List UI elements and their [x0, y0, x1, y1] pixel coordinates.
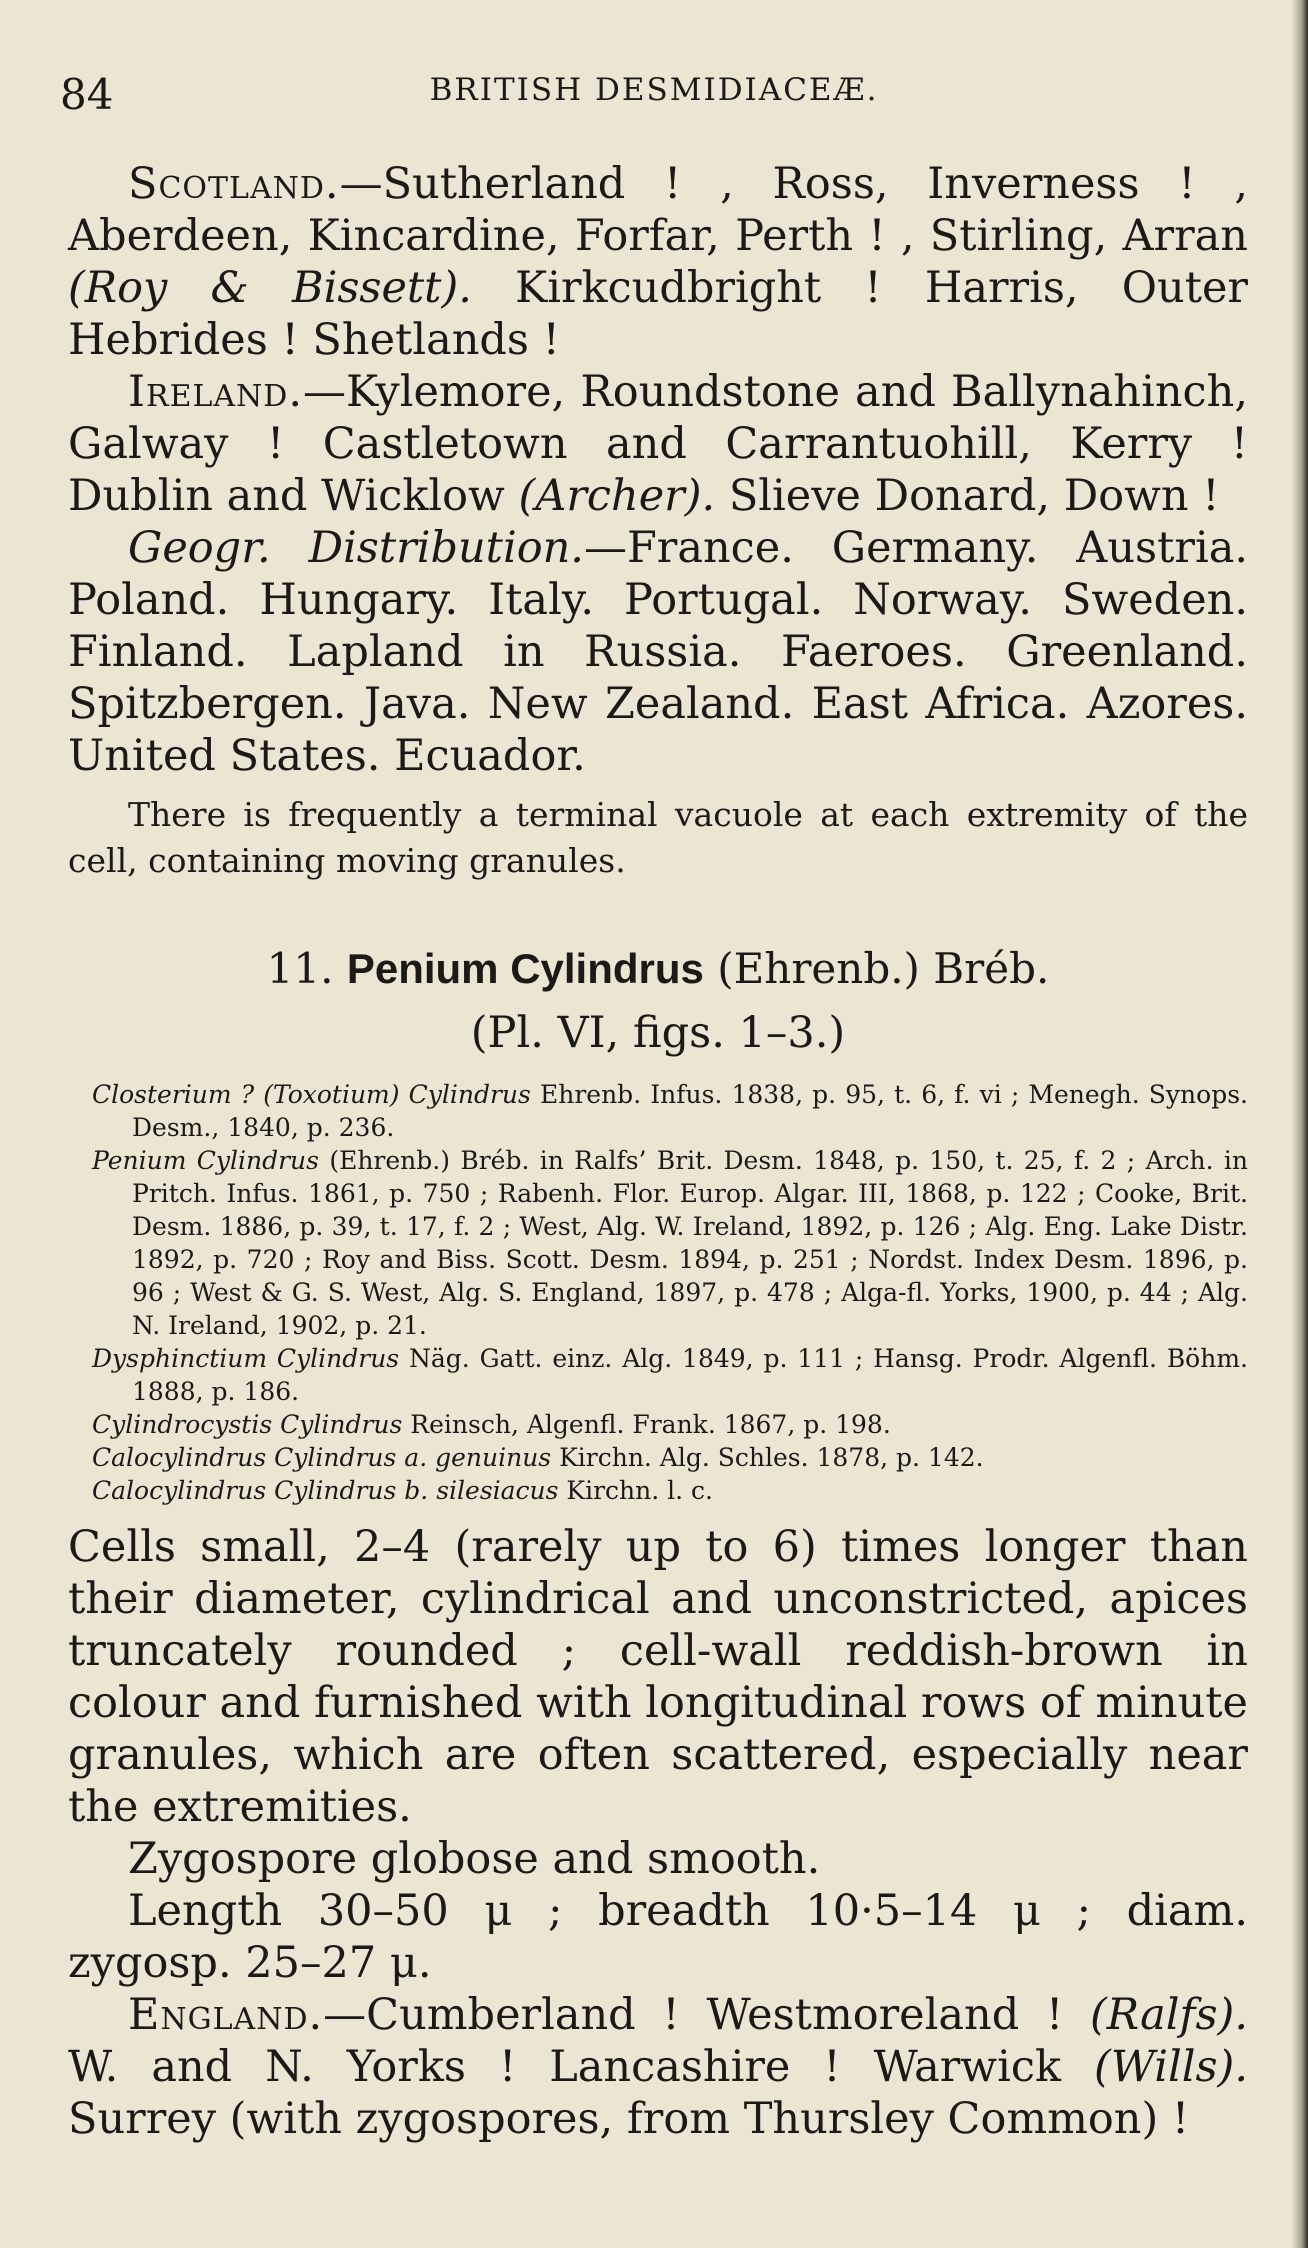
synonym-name: Calocylindrus Cylindrus a. genuinus [92, 1443, 552, 1472]
page-header [60, 62, 1248, 122]
species-authority: (Ehrenb.) Bréb. [703, 944, 1050, 993]
synonym-name: Dysphinctium Cylindrus [92, 1344, 400, 1373]
synonym-citation: (Ehrenb.) Bréb. in Ralfs’ Brit. Desm. 1848, p. 150, t. 25, f. 2 ; Arch. in Pritch. Infus. 1861, p. 750 ; Rabenh. Flor. Europ. Algar. III, 1868, p. 122 ; Cooke, Brit. Desm. 1886, p. 39, t. 17, f. 2 ; West, Alg. W. Ireland, 1892, p. 126 ; Alg. Eng. Lake Distr. 1892, p. 720 ; Roy and Biss. Scott. Desm. 1894, p. 251 ; Nordst. Index Desm. 1896, p. 96 ; West & G. S. West, Alg. S. England, 1897, p. 478 ; Alga-fl. Yorks, 1900, p. 44 ; Alg. N. Ireland, 1902, p. 21. [132, 1146, 1249, 1340]
synonym-entry [68, 1408, 1248, 1441]
scotland-text-1: —Sutherland ! , Ross, Inverness ! , Aberdeen, Kincardine, Forfar, Perth ! , Stirling, Arran [68, 159, 1248, 261]
ireland-label: Ireland. [128, 367, 304, 417]
plate-reference: (Pl. VI, figs. 1–3.) [470, 1008, 846, 1058]
scotland-label: Scotland. [128, 159, 340, 209]
scotland-paragraph [68, 158, 1248, 366]
species-heading [68, 942, 1248, 996]
synonym-citation: Reinsch, Algenfl. Frank. 1867, p. 198. [402, 1410, 891, 1439]
england-authority-1: (Ralfs). [1090, 1990, 1248, 2040]
synonym-entry [68, 1144, 1248, 1342]
england-text-3: Surrey (with zygospores, from Thursley Common) ! [68, 2094, 1190, 2144]
england-text-1: —Cumberland ! Westmoreland ! [323, 1990, 1091, 2040]
zygospore-description: Zygospore globose and smooth. [128, 1834, 821, 1884]
england-text-2: W. and N. Yorks ! Lancashire ! Warwick [68, 2042, 1094, 2092]
synonym-citation: Ehrenb. Infus. 1838, p. 95, t. 6, f. vi ; Menegh. Synops. Desm., 1840, p. 236. [132, 1080, 1248, 1142]
running-title: BRITISH DESMIDIACEÆ. [429, 72, 879, 108]
page-body [68, 158, 1248, 2145]
ireland-paragraph [68, 366, 1248, 522]
synonym-citation: Kirchn. l. c. [558, 1476, 713, 1505]
geographic-distribution-paragraph [68, 522, 1248, 782]
cell-description: Cells small, 2–4 (rarely up to 6) times longer than their diameter, cylindrical and unconstricted, apices truncately rounded ; cell-wall reddish-brown in colour and furnished with longitudinal rows of minute granules, which are often scattered, especially near the extremities. [68, 1522, 1248, 1832]
measurements: Length 30–50 μ ; breadth 10·5–14 μ ; diam. zygosp. 25–27 μ. [68, 1886, 1248, 1988]
scotland-authority: (Roy & Bissett). [68, 263, 472, 313]
ireland-text-2: Slieve Donard, Down ! [715, 471, 1220, 521]
england-label: England. [128, 1990, 324, 2040]
ireland-authority: (Archer). [518, 471, 716, 521]
page-number: 84 [60, 70, 114, 119]
synonym-entry [68, 1078, 1248, 1144]
geogr-text: —France. Germany. Austria. Poland. Hungary. Italy. Portugal. Norway. Sweden. Finland. Lapland in Russia. Faeroes. Greenland. Spitzbergen. Java. New Zealand. East Africa. Azores. United States. Ecuador. [68, 523, 1248, 781]
synonym-entry [68, 1342, 1248, 1408]
synonym-name: Calocylindrus Cylindrus b. silesiacus [92, 1476, 559, 1505]
synonym-name: Closterium ? (Toxotium) Cylindrus [92, 1080, 531, 1109]
synonym-name: Penium Cylindrus [92, 1146, 319, 1175]
england-paragraph [68, 1989, 1248, 2145]
species-number: 11. [266, 944, 334, 993]
synonym-citation: Näg. Gatt. einz. Alg. 1849, p. 111 ; Hansg. Prodr. Algenfl. Böhm. 1888, p. 186. [132, 1344, 1248, 1406]
geogr-label: Geogr. Distribution. [128, 523, 584, 573]
synonym-name: Cylindrocystis Cylindrus [92, 1410, 403, 1439]
synonym-citation: Kirchn. Alg. Schles. 1878, p. 142. [551, 1443, 984, 1472]
england-authority-2: (Wills). [1094, 2042, 1248, 2092]
synonym-entry [68, 1474, 1248, 1507]
synonymy-list [68, 1078, 1248, 1507]
species-name: Penium Cylindrus [346, 945, 704, 992]
ireland-text-1: —Kylemore, Roundstone and Ballynahinch, Galway ! Castletown and Carrantuohill, Kerry ! Dublin and Wicklow [68, 367, 1248, 521]
page-edge-shadow [1292, 0, 1308, 2248]
synonym-entry [68, 1441, 1248, 1474]
scotland-text-2: Kirkcudbright ! Harris, Outer Hebrides ! Shetlands ! [68, 263, 1248, 365]
vacuole-note: There is frequently a terminal vacuole at each extremity of the cell, containing moving granules. [68, 795, 1248, 880]
